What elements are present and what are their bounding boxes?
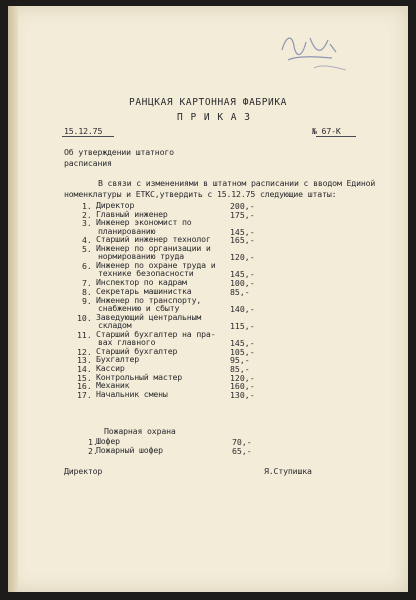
staff-item-number: 17. xyxy=(77,390,92,400)
fire-item-title: Шофер xyxy=(96,436,120,446)
staff-item-salary: 105,- xyxy=(230,346,255,357)
staff-item-salary: 140,- xyxy=(230,303,255,314)
staff-item-title: Главный инженер xyxy=(96,208,168,219)
fire-section-title: Пожарная охрана xyxy=(104,426,176,436)
date-underline xyxy=(62,136,114,137)
order-number: № 67-К xyxy=(312,126,341,136)
staff-item-title: Кассир xyxy=(96,362,125,373)
staff-item-salary: 200,- xyxy=(230,201,255,211)
organization-name: РАНЦКАЯ КАРТОННАЯ ФАБРИКА xyxy=(129,97,287,108)
staff-item-title: Инженер по транспорту, xyxy=(96,294,202,305)
staff-item-salary: 175,- xyxy=(230,209,255,220)
staff-item-number: 16. xyxy=(77,381,92,392)
staff-item-title: Секретарь машинистка xyxy=(96,285,192,296)
staff-item-title: снабжению и сбыту xyxy=(98,302,180,313)
binding-edge xyxy=(8,6,18,592)
signature-name: Я.Ступишка xyxy=(264,466,312,476)
staff-item-number: 1. xyxy=(82,201,92,211)
subject-line-2: расписания xyxy=(64,158,112,168)
staff-item-number: 5. xyxy=(82,244,92,255)
staff-item-salary: 130,- xyxy=(230,390,255,400)
staff-item-number: 2. xyxy=(82,209,92,220)
staff-item-title: Директор xyxy=(96,200,135,210)
staff-item-salary: 100,- xyxy=(230,278,255,289)
handwritten-note xyxy=(272,30,357,75)
staff-item-title: Инженер экономист по xyxy=(96,217,192,228)
staff-item-salary: 85,- xyxy=(230,286,250,297)
staff-item-salary: 145,- xyxy=(230,337,255,348)
number-underline xyxy=(316,136,356,137)
fire-item-salary: 70,- xyxy=(232,437,252,447)
fire-item-salary: 65,- xyxy=(232,445,252,456)
signature-role: Директор xyxy=(64,466,103,476)
staff-item-salary: 145,- xyxy=(230,226,255,237)
staff-item-title: Инспектор по кадрам xyxy=(96,277,187,288)
order-date: 15.12.75 xyxy=(64,126,103,136)
body-line-1: В связи с изменениями в штатном расписании с вводом Единой xyxy=(98,178,376,188)
staff-item-salary: 85,- xyxy=(230,363,250,374)
staff-item-title: вах главного xyxy=(98,336,156,347)
staff-item-title: планированию xyxy=(98,225,156,236)
staff-item-salary: 145,- xyxy=(230,269,255,280)
staff-item-salary: 120,- xyxy=(230,372,255,383)
staff-item-salary: 165,- xyxy=(230,235,255,246)
staff-item-title: Заведующий центральным xyxy=(96,311,202,322)
fire-item-number: 1. xyxy=(88,437,98,447)
staff-item-title: Бухгалтер xyxy=(96,354,140,365)
staff-item-title: технике безопасности xyxy=(98,268,194,279)
fire-item-number: 2. xyxy=(88,445,98,456)
staff-item-salary: 95,- xyxy=(230,355,250,366)
staff-item-number: 15. xyxy=(77,372,92,383)
staff-item-number: 4. xyxy=(82,235,92,246)
staff-item-title: Начальник смены xyxy=(96,389,168,399)
staff-item-salary: 120,- xyxy=(230,252,255,263)
staff-item-title: Старший бухгалтер на пра- xyxy=(96,328,216,339)
staff-item-title: нормированию труда xyxy=(98,251,185,262)
document-type: П Р И К А З xyxy=(177,112,251,123)
staff-item-number: 6. xyxy=(82,261,92,272)
staff-item-number: 12. xyxy=(77,346,92,357)
staff-item-title: складом xyxy=(98,319,132,330)
staff-item-number: 8. xyxy=(82,286,92,297)
staff-item-title: Механик xyxy=(96,380,130,391)
subject-line-1: Об утверждении штатного xyxy=(64,147,174,157)
staff-item-title: Старший бухгалтер xyxy=(96,345,178,356)
staff-item-title: Старший инженер технолог xyxy=(96,234,211,245)
staff-item-number: 10. xyxy=(77,312,92,323)
fire-item-title: Пожарный шофер xyxy=(96,444,163,455)
staff-item-salary: 115,- xyxy=(230,320,255,331)
staff-item-title: Инженер по охране труда и xyxy=(96,260,216,271)
staff-item-title: Инженер по организации и xyxy=(96,243,211,254)
staff-item-number: 11. xyxy=(77,329,92,340)
staff-item-number: 14. xyxy=(77,363,92,374)
staff-item-title: Контрольный мастер xyxy=(96,371,183,382)
staff-item-number: 3. xyxy=(82,218,92,229)
staff-item-number: 9. xyxy=(82,295,92,306)
staff-item-salary: 160,- xyxy=(230,381,255,392)
staff-item-number: 7. xyxy=(82,278,92,289)
body-line-2: номенклатуры и ЕТКС,утвердить с 15.12.75 следующие штаты: xyxy=(64,189,337,199)
document-page xyxy=(8,6,408,592)
staff-item-number: 13. xyxy=(77,355,92,366)
